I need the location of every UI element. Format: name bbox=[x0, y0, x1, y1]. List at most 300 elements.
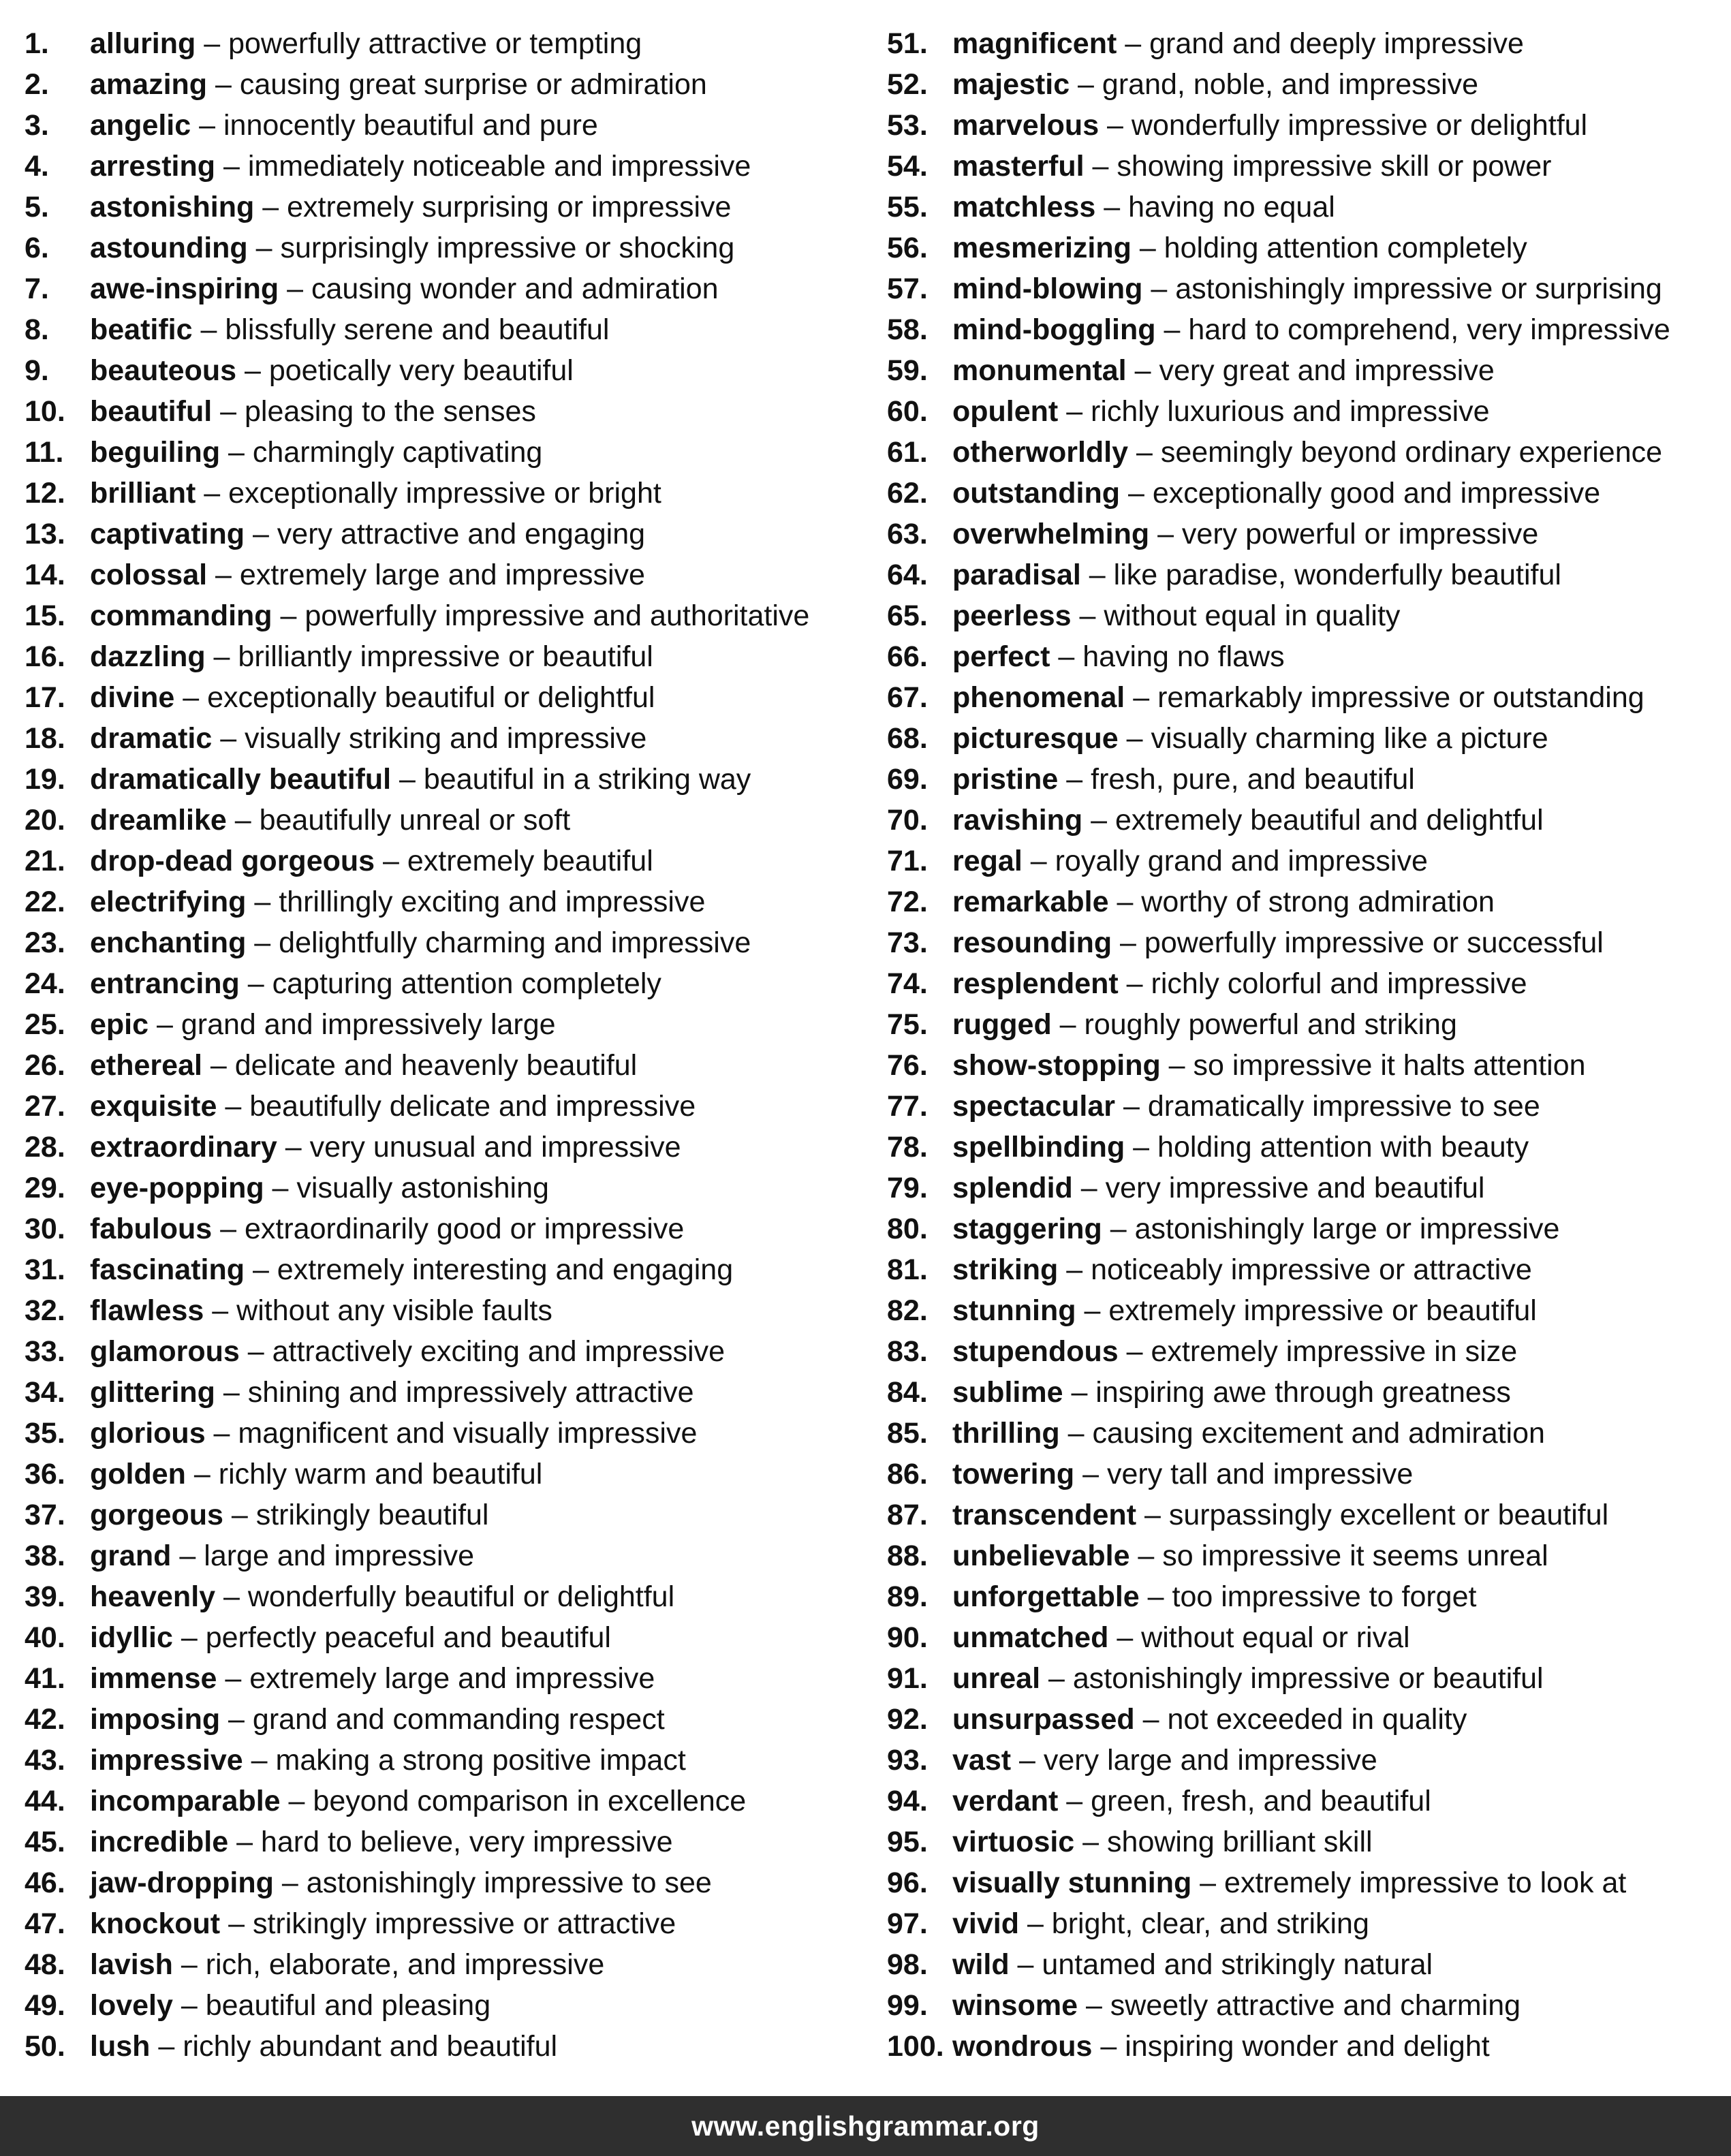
entry-word: marvelous bbox=[952, 109, 1100, 142]
entry-number: 51. bbox=[887, 27, 928, 60]
entry-number: 84. bbox=[887, 1376, 928, 1409]
entry-number: 12. bbox=[25, 477, 65, 510]
entry-number: 48. bbox=[25, 1948, 65, 1981]
entry-word: incredible bbox=[90, 1826, 229, 1858]
entry-number: 62. bbox=[887, 477, 928, 510]
entry-word: flawless bbox=[90, 1294, 204, 1327]
word-entry bbox=[887, 800, 1725, 841]
entry-definition: – very unusual and impressive bbox=[277, 1131, 681, 1163]
word-entry bbox=[25, 1249, 869, 1290]
entry-word: stunning bbox=[952, 1294, 1076, 1327]
entry-definition: – noticeably impressive or attractive bbox=[1058, 1253, 1532, 1286]
entry-word: beguiling bbox=[90, 436, 221, 469]
entry-number: 73. bbox=[887, 926, 928, 959]
word-entry bbox=[25, 1535, 869, 1576]
entry-word: unmatched bbox=[952, 1621, 1109, 1654]
entry-word: dramatic bbox=[90, 722, 213, 755]
entry-number: 63. bbox=[887, 518, 928, 550]
entry-number: 3. bbox=[25, 109, 49, 142]
entry-number: 71. bbox=[887, 845, 928, 877]
word-entry bbox=[25, 391, 869, 432]
entry-definition: – richly abundant and beautiful bbox=[150, 2030, 558, 2063]
entry-word: phenomenal bbox=[952, 681, 1125, 714]
entry-definition: – delightfully charming and impressive bbox=[246, 926, 751, 959]
entry-number: 82. bbox=[887, 1294, 928, 1327]
word-entry bbox=[25, 1699, 869, 1740]
word-entry bbox=[887, 1168, 1725, 1208]
word-entry bbox=[25, 1944, 869, 1985]
entry-definition: – wonderfully impressive or delightful bbox=[1099, 109, 1588, 142]
entry-number: 29. bbox=[25, 1172, 65, 1204]
entry-number: 90. bbox=[887, 1621, 928, 1654]
entry-word: sublime bbox=[952, 1376, 1063, 1409]
entry-definition: – having no flaws bbox=[1050, 640, 1285, 673]
entry-number: 15. bbox=[25, 599, 65, 632]
word-entry bbox=[25, 23, 869, 64]
entry-definition: – bright, clear, and striking bbox=[1019, 1907, 1369, 1940]
entry-word: glittering bbox=[90, 1376, 215, 1409]
entry-definition: – causing wonder and admiration bbox=[279, 272, 719, 305]
entry-word: angelic bbox=[90, 109, 191, 142]
entry-number: 100. bbox=[887, 2030, 944, 2063]
entry-number: 4. bbox=[25, 150, 49, 183]
word-entry bbox=[887, 1086, 1725, 1127]
entry-word: perfect bbox=[952, 640, 1050, 673]
entry-word: knockout bbox=[90, 1907, 221, 1940]
entry-number: 79. bbox=[887, 1172, 928, 1204]
word-entry bbox=[887, 1413, 1725, 1454]
entry-number: 69. bbox=[887, 763, 928, 796]
word-entry bbox=[887, 1331, 1725, 1372]
entry-definition: – beyond comparison in excellence bbox=[280, 1785, 747, 1817]
entry-definition: – hard to comprehend, very impressive bbox=[1155, 313, 1670, 346]
entry-number: 95. bbox=[887, 1826, 928, 1858]
word-entry bbox=[887, 350, 1725, 391]
entry-definition: – surprisingly impressive or shocking bbox=[247, 232, 735, 264]
word-entry bbox=[25, 1413, 869, 1454]
entry-number: 11. bbox=[25, 436, 64, 469]
word-entry bbox=[887, 514, 1725, 554]
entry-number: 57. bbox=[887, 272, 928, 305]
entry-number: 18. bbox=[25, 722, 65, 755]
entry-word: mesmerizing bbox=[952, 232, 1132, 264]
entry-definition: – exceptionally good and impressive bbox=[1120, 477, 1601, 510]
word-list-left bbox=[25, 23, 869, 2067]
entry-word: imposing bbox=[90, 1703, 221, 1736]
entry-definition: – richly colorful and impressive bbox=[1118, 967, 1527, 1000]
word-entry bbox=[25, 1985, 869, 2026]
entry-definition: – causing great surprise or admiration bbox=[207, 68, 707, 101]
entry-number: 58. bbox=[887, 313, 928, 346]
entry-word: glamorous bbox=[90, 1335, 240, 1368]
entry-definition: – astonishingly impressive or surprising bbox=[1142, 272, 1662, 305]
entry-word: astonishing bbox=[90, 191, 255, 223]
word-entry bbox=[25, 1127, 869, 1168]
entry-number: 97. bbox=[887, 1907, 928, 1940]
word-entry bbox=[887, 268, 1725, 309]
word-entry bbox=[887, 187, 1725, 228]
entry-definition: – powerfully impressive and authoritative bbox=[272, 599, 810, 632]
entry-definition: – pleasing to the senses bbox=[212, 395, 536, 428]
word-entry bbox=[25, 268, 869, 309]
word-entry bbox=[887, 554, 1725, 595]
word-entry bbox=[887, 1454, 1725, 1495]
word-entry bbox=[887, 1617, 1725, 1658]
entry-definition: – wonderfully beautiful or delightful bbox=[215, 1580, 675, 1613]
entry-number: 6. bbox=[25, 232, 49, 264]
word-entry bbox=[25, 1168, 869, 1208]
entry-word: masterful bbox=[952, 150, 1085, 183]
word-entry bbox=[25, 1822, 869, 1862]
entry-number: 49. bbox=[25, 1989, 65, 2022]
entry-number: 81. bbox=[887, 1253, 928, 1286]
entry-number: 40. bbox=[25, 1621, 65, 1654]
entry-word: pristine bbox=[952, 763, 1059, 796]
entry-definition: – extremely impressive or beautiful bbox=[1076, 1294, 1537, 1327]
entry-word: awe-inspiring bbox=[90, 272, 279, 305]
word-entry bbox=[25, 64, 869, 105]
entry-definition: – extremely large and impressive bbox=[207, 559, 645, 591]
entry-number: 10. bbox=[25, 395, 65, 428]
entry-number: 83. bbox=[887, 1335, 928, 1368]
word-entry bbox=[887, 841, 1725, 881]
entry-word: show-stopping bbox=[952, 1049, 1161, 1082]
entry-number: 7. bbox=[25, 272, 49, 305]
entry-word: immense bbox=[90, 1662, 217, 1695]
entry-number: 39. bbox=[25, 1580, 65, 1613]
entry-definition: – beautiful and pleasing bbox=[172, 1989, 491, 2022]
word-entry bbox=[25, 1290, 869, 1331]
entry-definition: – so impressive it halts attention bbox=[1160, 1049, 1586, 1082]
entry-definition: – causing excitement and admiration bbox=[1059, 1417, 1545, 1450]
entry-word: regal bbox=[952, 845, 1023, 877]
word-entry bbox=[25, 473, 869, 514]
entry-word: amazing bbox=[90, 68, 208, 101]
word-entry bbox=[25, 146, 869, 187]
entry-definition: – rich, elaborate, and impressive bbox=[172, 1948, 605, 1981]
entry-word: dramatically beautiful bbox=[90, 763, 392, 796]
entry-word: outstanding bbox=[952, 477, 1121, 510]
entry-definition: – very impressive and beautiful bbox=[1072, 1172, 1485, 1204]
entry-number: 21. bbox=[25, 845, 65, 877]
entry-word: dazzling bbox=[90, 640, 206, 673]
entry-definition: – richly warm and beautiful bbox=[185, 1458, 543, 1490]
entry-number: 2. bbox=[25, 68, 49, 101]
entry-definition: – dramatically impressive to see bbox=[1115, 1090, 1540, 1123]
word-entry bbox=[887, 963, 1725, 1004]
word-entry bbox=[25, 963, 869, 1004]
entry-number: 88. bbox=[887, 1540, 928, 1572]
entry-definition: – astonishingly large or impressive bbox=[1102, 1213, 1560, 1245]
entry-definition: – extremely interesting and engaging bbox=[245, 1253, 734, 1286]
word-entry bbox=[25, 1740, 869, 1781]
word-entry bbox=[887, 718, 1725, 759]
entry-number: 44. bbox=[25, 1785, 65, 1817]
entry-number: 36. bbox=[25, 1458, 65, 1490]
entry-number: 65. bbox=[887, 599, 928, 632]
entry-word: mind-blowing bbox=[952, 272, 1143, 305]
entry-definition: – exceptionally beautiful or delightful bbox=[174, 681, 655, 714]
entry-definition: – untamed and strikingly natural bbox=[1009, 1948, 1433, 1981]
entry-definition: – having no equal bbox=[1095, 191, 1335, 223]
entry-number: 92. bbox=[887, 1703, 928, 1736]
entry-number: 61. bbox=[887, 436, 928, 469]
word-entry bbox=[887, 1045, 1725, 1086]
entry-number: 32. bbox=[25, 1294, 65, 1327]
entry-word: entrancing bbox=[90, 967, 240, 1000]
word-entry bbox=[887, 1862, 1725, 1903]
entry-word: resplendent bbox=[952, 967, 1119, 1000]
word-entry bbox=[887, 595, 1725, 636]
entry-definition: – visually astonishing bbox=[264, 1172, 549, 1204]
entry-definition: – powerfully impressive or successful bbox=[1112, 926, 1604, 959]
entry-definition: – sweetly attractive and charming bbox=[1078, 1989, 1521, 2022]
entry-number: 1. bbox=[25, 27, 49, 60]
word-entry bbox=[25, 514, 869, 554]
word-entry bbox=[25, 187, 869, 228]
entry-word: beautiful bbox=[90, 395, 213, 428]
entry-word: lovely bbox=[90, 1989, 173, 2022]
entry-definition: – worthy of strong admiration bbox=[1108, 886, 1495, 918]
entry-definition: – very large and impressive bbox=[1011, 1744, 1377, 1777]
entry-word: dreamlike bbox=[90, 804, 227, 837]
entry-number: 78. bbox=[887, 1131, 928, 1163]
entry-word: fabulous bbox=[90, 1213, 213, 1245]
word-entry bbox=[887, 922, 1725, 963]
word-entry bbox=[887, 677, 1725, 718]
word-entry bbox=[887, 1985, 1725, 2026]
entry-word: beatific bbox=[90, 313, 193, 346]
entry-number: 37. bbox=[25, 1499, 65, 1531]
entry-word: peerless bbox=[952, 599, 1072, 632]
entry-word: wild bbox=[952, 1948, 1010, 1981]
entry-word: astounding bbox=[90, 232, 248, 264]
entry-definition: – poetically very beautiful bbox=[236, 354, 574, 387]
entry-definition: – remarkably impressive or outstanding bbox=[1125, 681, 1644, 714]
entry-number: 74. bbox=[887, 967, 928, 1000]
word-entry bbox=[887, 391, 1725, 432]
entry-number: 55. bbox=[887, 191, 928, 223]
entry-definition: – extremely impressive to look at bbox=[1191, 1866, 1627, 1899]
footer-url: www.englishgrammar.org bbox=[691, 2110, 1040, 2142]
entry-word: heavenly bbox=[90, 1580, 216, 1613]
word-entry bbox=[887, 1495, 1725, 1535]
entry-word: brilliant bbox=[90, 477, 196, 510]
entry-number: 24. bbox=[25, 967, 65, 1000]
entry-number: 80. bbox=[887, 1213, 928, 1245]
entry-definition: – beautiful in a striking way bbox=[391, 763, 751, 796]
word-entry bbox=[25, 1576, 869, 1617]
word-entry bbox=[887, 228, 1725, 268]
entry-number: 96. bbox=[887, 1866, 928, 1899]
entry-number: 45. bbox=[25, 1826, 65, 1858]
entry-word: winsome bbox=[952, 1989, 1078, 2022]
entry-word: eye-popping bbox=[90, 1172, 264, 1204]
entry-word: staggering bbox=[952, 1213, 1102, 1245]
word-entry bbox=[887, 1658, 1725, 1699]
word-entry bbox=[25, 922, 869, 963]
entry-number: 50. bbox=[25, 2030, 65, 2063]
entry-word: fascinating bbox=[90, 1253, 245, 1286]
entry-definition: – strikingly impressive or attractive bbox=[220, 1907, 676, 1940]
entry-word: impressive bbox=[90, 1744, 243, 1777]
entry-word: glorious bbox=[90, 1417, 206, 1450]
entry-number: 19. bbox=[25, 763, 65, 796]
word-entry bbox=[25, 595, 869, 636]
entry-word: epic bbox=[90, 1008, 149, 1041]
entry-definition: – without any visible faults bbox=[204, 1294, 552, 1327]
entry-word: visually stunning bbox=[952, 1866, 1192, 1899]
entry-definition: – roughly powerful and striking bbox=[1051, 1008, 1457, 1041]
word-entry bbox=[25, 432, 869, 473]
word-entry bbox=[25, 1086, 869, 1127]
entry-definition: – astonishingly impressive or beautiful bbox=[1040, 1662, 1544, 1695]
entry-definition: – surpassingly excellent or beautiful bbox=[1136, 1499, 1609, 1531]
word-entry bbox=[887, 105, 1725, 146]
entry-definition: – royally grand and impressive bbox=[1022, 845, 1428, 877]
entry-definition: – making a strong positive impact bbox=[243, 1744, 686, 1777]
entry-word: idyllic bbox=[90, 1621, 173, 1654]
entry-word: unreal bbox=[952, 1662, 1041, 1695]
entry-definition: – grand and deeply impressive bbox=[1117, 27, 1524, 60]
entry-definition: – beautifully delicate and impressive bbox=[217, 1090, 696, 1123]
entry-definition: – very great and impressive bbox=[1126, 354, 1495, 387]
entry-definition: – attractively exciting and impressive bbox=[239, 1335, 725, 1368]
word-entry bbox=[25, 1331, 869, 1372]
entry-word: magnificent bbox=[952, 27, 1117, 60]
entry-definition: – extremely beautiful and delightful bbox=[1082, 804, 1544, 837]
word-entry bbox=[887, 1822, 1725, 1862]
word-entry bbox=[25, 1004, 869, 1045]
word-entry bbox=[25, 759, 869, 800]
entry-word: golden bbox=[90, 1458, 186, 1490]
entry-definition: – holding attention with beauty bbox=[1125, 1131, 1529, 1163]
entry-number: 17. bbox=[25, 681, 65, 714]
entry-definition: – grand and impressively large bbox=[149, 1008, 556, 1041]
entry-word: matchless bbox=[952, 191, 1096, 223]
entry-number: 76. bbox=[887, 1049, 928, 1082]
entry-number: 85. bbox=[887, 1417, 928, 1450]
entry-word: spellbinding bbox=[952, 1131, 1125, 1163]
word-entry bbox=[887, 1535, 1725, 1576]
entry-definition: – immediately noticeable and impressive bbox=[215, 150, 751, 183]
entry-definition: – blissfully serene and beautiful bbox=[192, 313, 610, 346]
entry-number: 56. bbox=[887, 232, 928, 264]
entry-number: 93. bbox=[887, 1744, 928, 1777]
entry-number: 26. bbox=[25, 1049, 65, 1082]
entry-number: 98. bbox=[887, 1948, 928, 1981]
entry-number: 66. bbox=[887, 640, 928, 673]
word-entry bbox=[25, 1862, 869, 1903]
entry-number: 34. bbox=[25, 1376, 65, 1409]
entry-definition: – thrillingly exciting and impressive bbox=[246, 886, 706, 918]
entry-word: incomparable bbox=[90, 1785, 281, 1817]
word-entry bbox=[25, 1658, 869, 1699]
word-entry bbox=[25, 1903, 869, 1944]
word-entry bbox=[887, 1740, 1725, 1781]
entry-word: gorgeous bbox=[90, 1499, 223, 1531]
entry-definition: – extremely surprising or impressive bbox=[254, 191, 732, 223]
entry-word: colossal bbox=[90, 559, 208, 591]
entry-word: towering bbox=[952, 1458, 1075, 1490]
word-entry bbox=[887, 1249, 1725, 1290]
word-entry bbox=[25, 105, 869, 146]
entry-word: spectacular bbox=[952, 1090, 1116, 1123]
entry-word: vast bbox=[952, 1744, 1012, 1777]
entry-number: 54. bbox=[887, 150, 928, 183]
entry-number: 28. bbox=[25, 1131, 65, 1163]
entry-definition: – powerfully attractive or tempting bbox=[196, 27, 642, 60]
entry-word: ethereal bbox=[90, 1049, 202, 1082]
entry-word: extraordinary bbox=[90, 1131, 277, 1163]
entry-definition: – inspiring awe through greatness bbox=[1063, 1376, 1511, 1409]
entry-definition: – extraordinarily good or impressive bbox=[212, 1213, 685, 1245]
entry-word: unbelievable bbox=[952, 1540, 1130, 1572]
entry-word: resounding bbox=[952, 926, 1112, 959]
entry-definition: – inspiring wonder and delight bbox=[1092, 2030, 1490, 2063]
entry-number: 59. bbox=[887, 354, 928, 387]
word-entry bbox=[887, 1004, 1725, 1045]
entry-definition: – without equal in quality bbox=[1071, 599, 1401, 632]
word-entry bbox=[887, 1903, 1725, 1944]
entry-word: striking bbox=[952, 1253, 1059, 1286]
entry-definition: – extremely beautiful bbox=[375, 845, 653, 877]
entry-word: stupendous bbox=[952, 1335, 1119, 1368]
word-entry bbox=[887, 64, 1725, 105]
word-entry bbox=[887, 1127, 1725, 1168]
entry-definition: – brilliantly impressive or beautiful bbox=[205, 640, 653, 673]
word-entry bbox=[25, 1495, 869, 1535]
entry-number: 72. bbox=[887, 886, 928, 918]
entry-definition: – fresh, pure, and beautiful bbox=[1058, 763, 1415, 796]
entry-word: monumental bbox=[952, 354, 1127, 387]
entry-definition: – hard to believe, very impressive bbox=[228, 1826, 673, 1858]
entry-definition: – holding attention completely bbox=[1131, 232, 1527, 264]
entry-number: 75. bbox=[887, 1008, 928, 1041]
entry-definition: – showing impressive skill or power bbox=[1084, 150, 1552, 183]
footer-bar bbox=[0, 2096, 1731, 2156]
entry-word: virtuosic bbox=[952, 1826, 1075, 1858]
entry-word: overwhelming bbox=[952, 518, 1150, 550]
entry-definition: – charmingly captivating bbox=[220, 436, 543, 469]
entry-word: unsurpassed bbox=[952, 1703, 1135, 1736]
word-entry bbox=[25, 2026, 869, 2067]
entry-definition: – large and impressive bbox=[171, 1540, 475, 1572]
entry-number: 42. bbox=[25, 1703, 65, 1736]
entry-word: majestic bbox=[952, 68, 1070, 101]
entry-number: 22. bbox=[25, 886, 65, 918]
entry-number: 33. bbox=[25, 1335, 65, 1368]
word-entry bbox=[887, 1290, 1725, 1331]
word-entry bbox=[887, 23, 1725, 64]
entry-number: 46. bbox=[25, 1866, 65, 1899]
entry-definition: – green, fresh, and beautiful bbox=[1058, 1785, 1431, 1817]
entry-word: drop-dead gorgeous bbox=[90, 845, 375, 877]
entry-number: 13. bbox=[25, 518, 65, 550]
entry-word: ravishing bbox=[952, 804, 1083, 837]
word-entry bbox=[25, 718, 869, 759]
word-entry bbox=[25, 1781, 869, 1822]
entry-word: lush bbox=[90, 2030, 151, 2063]
entry-number: 35. bbox=[25, 1417, 65, 1450]
word-entry bbox=[887, 1372, 1725, 1413]
word-entry bbox=[25, 1617, 869, 1658]
word-entry bbox=[887, 881, 1725, 922]
word-entry bbox=[25, 350, 869, 391]
entry-number: 94. bbox=[887, 1785, 928, 1817]
word-entry bbox=[887, 1944, 1725, 1985]
entry-number: 64. bbox=[887, 559, 928, 591]
